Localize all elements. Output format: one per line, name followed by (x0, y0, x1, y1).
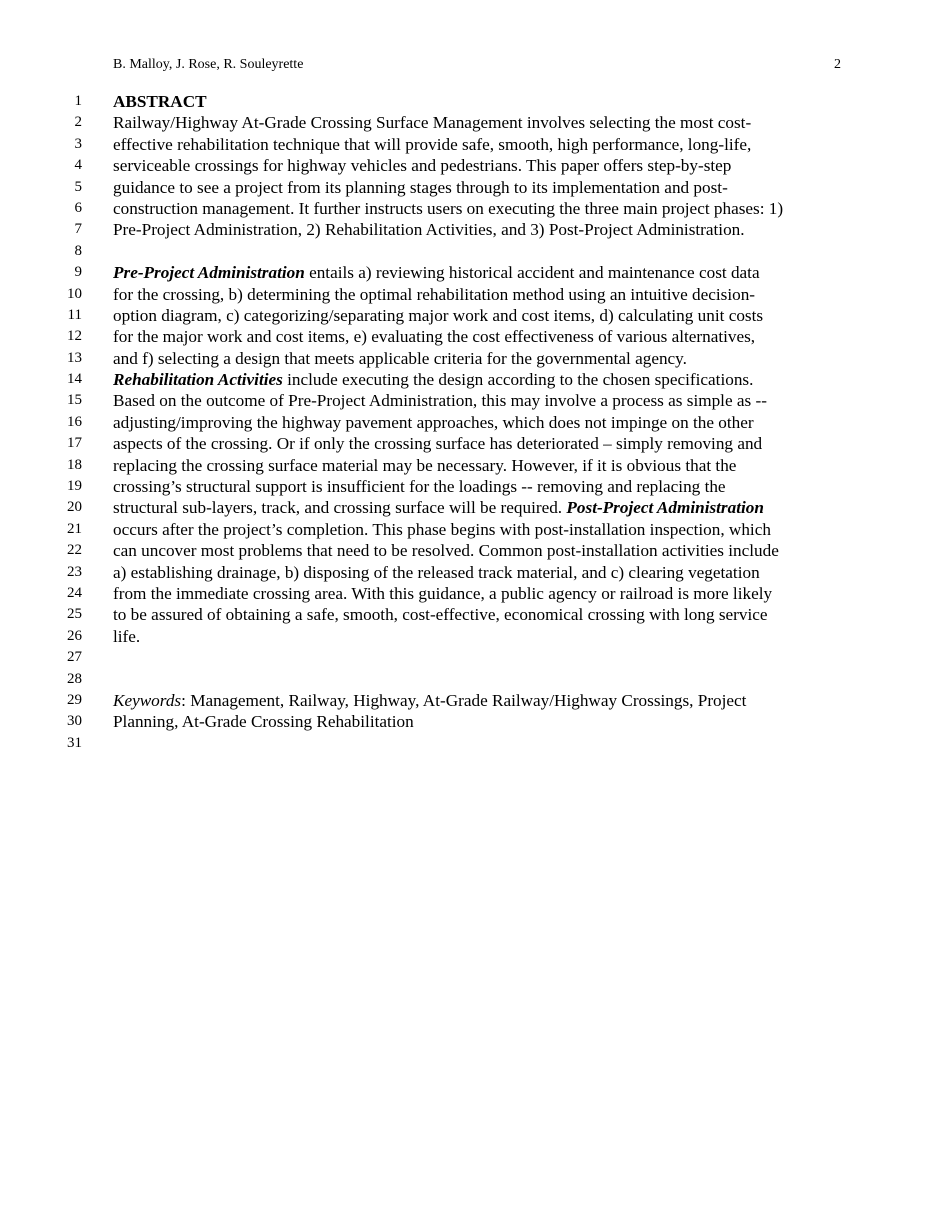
manuscript-line (0, 647, 952, 668)
line-number: 4 (74, 157, 82, 174)
manuscript-line (0, 284, 952, 305)
manuscript-line (0, 348, 952, 369)
manuscript-line (0, 476, 952, 497)
manuscript-line (0, 412, 952, 433)
text-run: from the immediate crossing area. With this guidance, a public agency or railroad is more likely (113, 583, 773, 603)
line-text (113, 604, 853, 625)
text-run: crossing’s structural support is insufficient for the loadings -- removing and replacing the (113, 477, 726, 497)
manuscript-line (0, 711, 952, 732)
emphasized-text: Post-Project Administration (566, 498, 764, 518)
line-number: 8 (74, 242, 82, 259)
manuscript-line (0, 433, 952, 454)
text-run: a) establishing drainage, b) disposing of the released track material, and c) clearing vegetation (113, 562, 760, 582)
manuscript-line (0, 134, 952, 155)
line-text (113, 455, 853, 476)
text-run: effective rehabilitation technique that will provide safe, smooth, high performance, long-life, (113, 134, 752, 154)
line-number: 23 (67, 563, 82, 580)
line-number: 7 (74, 221, 82, 238)
line-number: 12 (67, 328, 82, 345)
line-number: 29 (67, 691, 82, 708)
manuscript-line (0, 562, 952, 583)
line-text (113, 433, 853, 454)
running-header (113, 56, 841, 74)
text-run: construction management. It further instructs users on executing the three main project phases: 1) (113, 198, 784, 218)
manuscript-line (0, 198, 952, 219)
manuscript-line (0, 519, 952, 540)
emphasized-text: Pre-Project Administration (113, 263, 305, 283)
line-number: 10 (67, 285, 82, 302)
line-number: 15 (67, 392, 82, 409)
line-number: 30 (67, 713, 82, 730)
line-number: 18 (67, 456, 82, 473)
manuscript-line (0, 369, 952, 390)
line-text (113, 348, 853, 369)
line-number: 11 (67, 306, 82, 323)
line-number: 2 (74, 114, 82, 131)
text-run: to be assured of obtaining a safe, smooth, cost-effective, economical crossing with long service (113, 605, 768, 625)
line-text (113, 626, 853, 647)
manuscript-line (0, 583, 952, 604)
line-number: 1 (74, 93, 82, 109)
text-run: and f) selecting a design that meets applicable criteria for the governmental agency. (113, 348, 687, 368)
line-number: 14 (67, 371, 82, 388)
text-run: option diagram, c) categorizing/separating major work and cost items, d) calculating unit costs (113, 305, 764, 325)
manuscript-line (0, 262, 952, 283)
text-run: for the crossing, b) determining the optimal rehabilitation method using an intuitive decision- (113, 284, 756, 304)
manuscript-line (0, 91, 952, 112)
line-text (113, 476, 853, 497)
line-text (113, 390, 853, 411)
manuscript-line (0, 540, 952, 561)
manuscript-line (0, 604, 952, 625)
text-run: occurs after the project’s completion. This phase begins with post-installation inspection, which (113, 519, 771, 539)
emphasized-text: ABSTRACT (113, 92, 207, 111)
manuscript-line (0, 177, 952, 198)
line-number: 24 (67, 584, 82, 601)
line-number: 20 (67, 499, 82, 516)
manuscript-line (0, 219, 952, 240)
line-number: 21 (67, 520, 82, 537)
text-run: replacing the crossing surface material may be necessary. However, if it is obvious that the (113, 455, 737, 475)
line-number: 19 (67, 478, 82, 495)
text-run: life. (113, 626, 141, 646)
line-number: 16 (67, 413, 82, 430)
line-text (113, 412, 853, 433)
line-number: 27 (67, 649, 82, 666)
line-text (113, 219, 853, 240)
line-number: 9 (74, 264, 82, 281)
abstract-body (0, 91, 952, 754)
text-run: Planning, At-Grade Crossing Rehabilitation (113, 712, 414, 732)
text-run: guidance to see a project from its planning stages through to its implementation and post- (113, 177, 728, 197)
manuscript-line (0, 241, 952, 262)
line-text (113, 562, 853, 583)
text-run: include executing the design according to the chosen specifications. (282, 370, 754, 390)
manuscript-line (0, 155, 952, 176)
manuscript-line (0, 305, 952, 326)
manuscript-line (0, 669, 952, 690)
line-text (113, 305, 853, 326)
text-run: serviceable crossings for highway vehicles and pedestrians. This paper offers step-by-step (113, 156, 732, 176)
line-number: 26 (67, 627, 82, 644)
text-run: entails a) reviewing historical accident and maintenance cost data (304, 263, 760, 283)
manuscript-line (0, 455, 952, 476)
line-number: 17 (67, 435, 82, 452)
text-run: aspects of the crossing. Or if only the crossing surface has deteriorated – simply removing and (113, 434, 763, 454)
text-run: Railway/Highway At-Grade Crossing Surface Management involves selecting the most cost- (113, 113, 752, 133)
header-authors: B. Malloy, J. Rose, R. Souleyrette (113, 57, 304, 72)
line-text (113, 326, 853, 347)
line-text (113, 540, 853, 561)
manuscript-line (0, 390, 952, 411)
text-run: Pre-Project Administration, 2) Rehabilitation Activities, and 3) Post-Project Administration. (113, 220, 745, 240)
line-number: 28 (67, 670, 82, 687)
manuscript-line (0, 497, 952, 518)
line-text (113, 262, 853, 283)
text-run: Based on the outcome of Pre-Project Administration, this may involve a process as simple as -- (113, 391, 767, 411)
line-text (113, 583, 853, 604)
line-number: 25 (67, 606, 82, 623)
line-text (113, 112, 853, 133)
line-number: 31 (67, 734, 82, 751)
text-run: adjusting/improving the highway pavement approaches, which does not impinge on the other (113, 412, 754, 432)
text-run: : Management, Railway, Highway, At-Grade Railway/Highway Crossings, Project (181, 690, 747, 710)
manuscript-line (0, 326, 952, 347)
line-number: 5 (74, 178, 82, 195)
line-number: 13 (67, 349, 82, 366)
emphasized-text: Rehabilitation Activities (113, 370, 283, 390)
text-run: structural sub-layers, track, and crossing surface will be required. (113, 498, 567, 518)
manuscript-line (0, 690, 952, 711)
manuscript-line (0, 733, 952, 754)
line-text (113, 134, 853, 155)
manuscript-line (0, 626, 952, 647)
line-text (113, 284, 853, 305)
manuscript-line (0, 112, 952, 133)
text-run: for the major work and cost items, e) evaluating the cost effectiveness of various alternatives, (113, 327, 756, 347)
line-text (113, 690, 853, 711)
header-page-number: 2 (834, 57, 841, 72)
line-text (113, 519, 853, 540)
line-text (113, 177, 853, 198)
line-number: 3 (74, 135, 82, 152)
line-text (113, 711, 853, 732)
line-text (113, 497, 853, 518)
line-text (113, 155, 853, 176)
line-text (113, 91, 853, 112)
line-number: 6 (74, 199, 82, 216)
line-text (113, 198, 853, 219)
line-text (113, 369, 853, 390)
text-run: can uncover most problems that need to be resolved. Common post-installation activities include (113, 541, 779, 561)
emphasized-text: Keywords (113, 690, 182, 710)
line-number: 22 (67, 542, 82, 559)
